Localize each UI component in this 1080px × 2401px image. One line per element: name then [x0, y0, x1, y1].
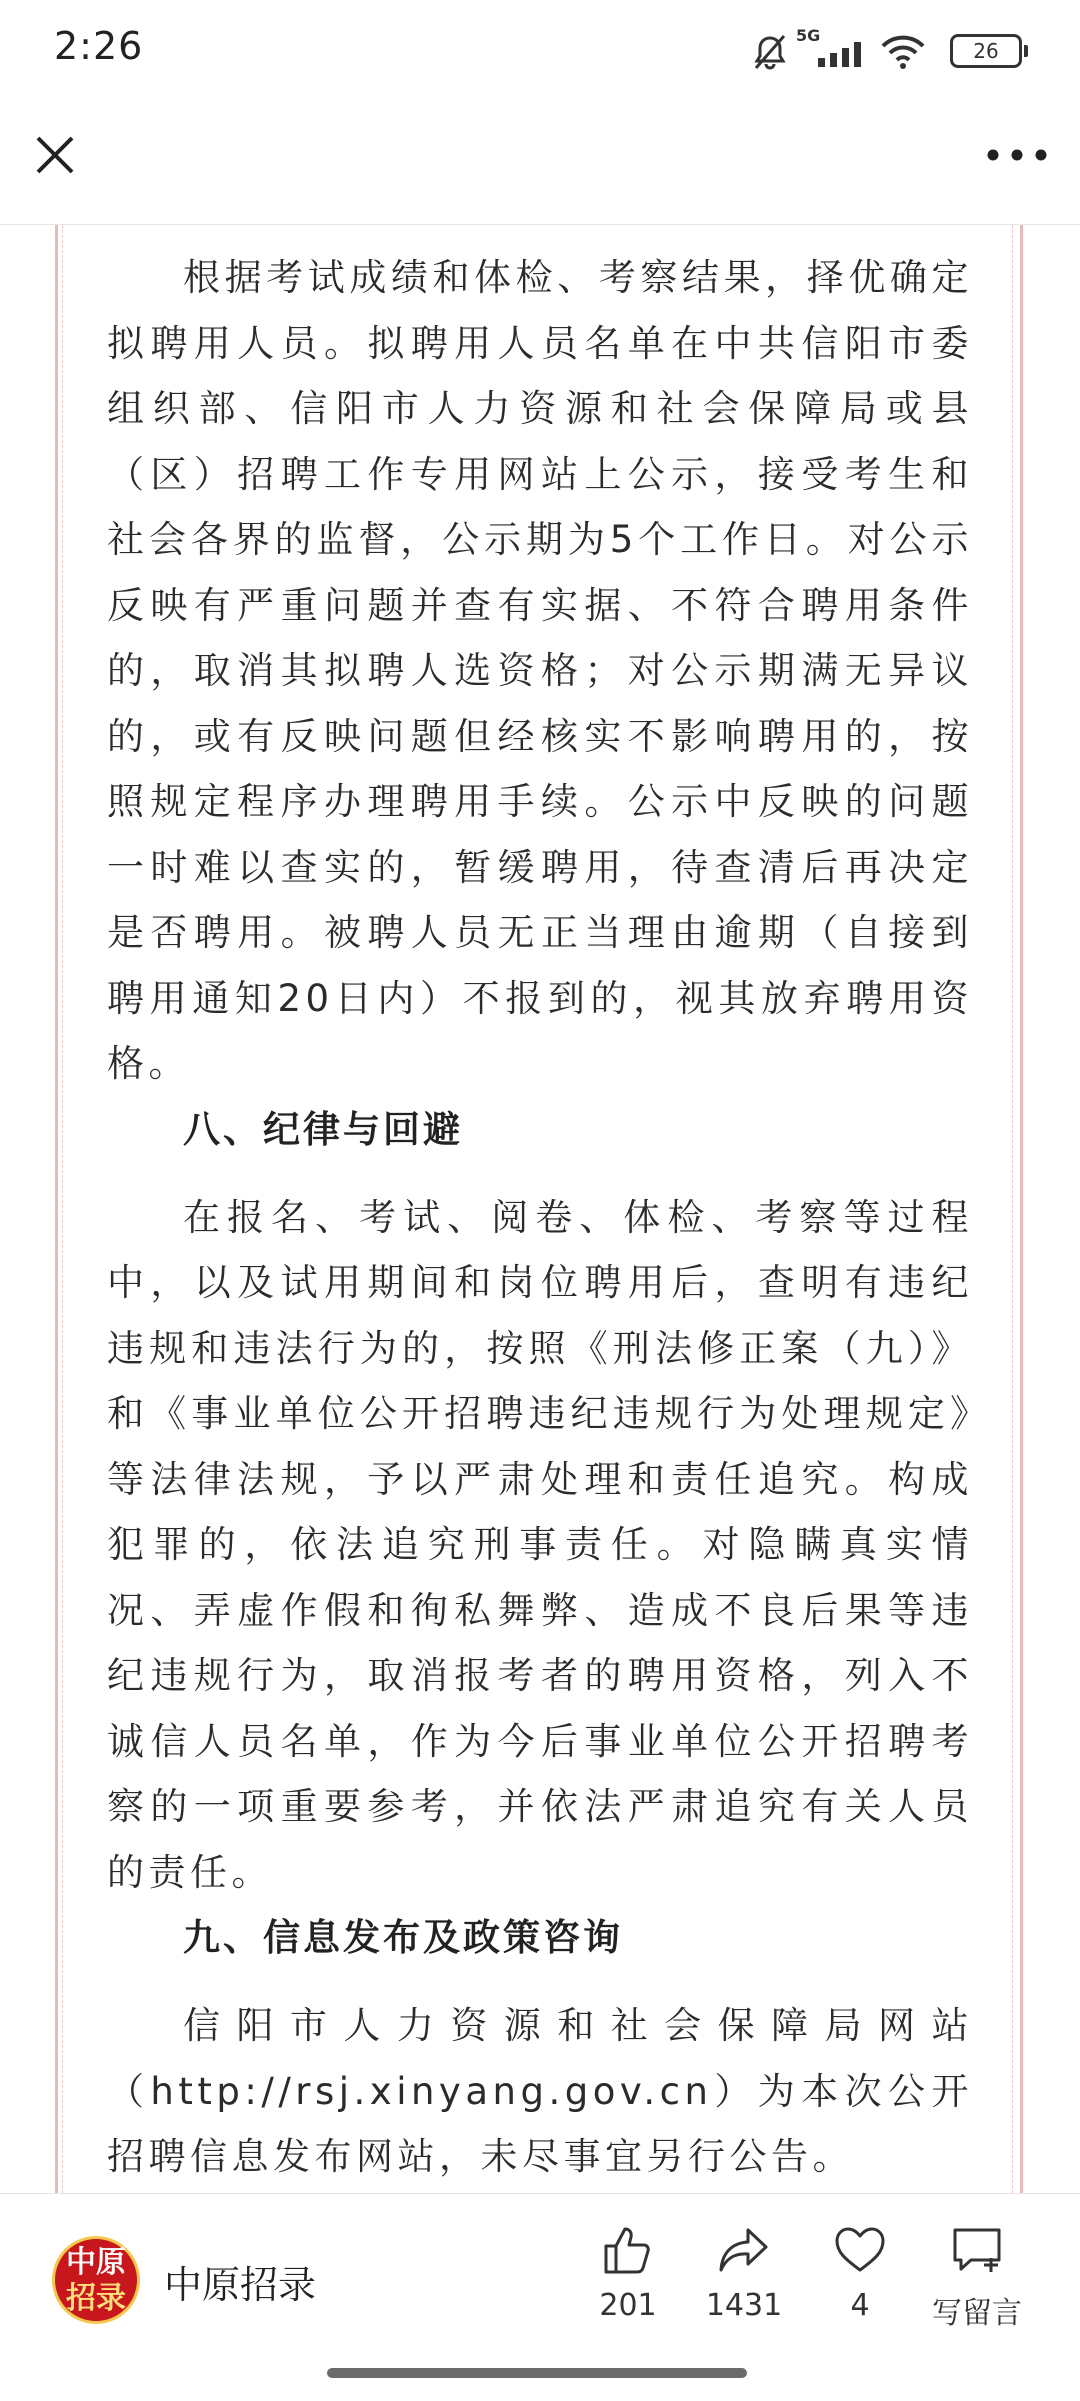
- paragraph: 在报名、考试、阅卷、体检、考察等过程中，以及试用期间和岗位聘用后，查明有违纪违规和违法行为的，按照《刑法修正案（九）》和《事业单位公开招聘违纪违规行为处理规定》等法律法规，予以严肃处理和责任追究。构成犯罪的，依法追究刑事责任。对隐瞒真实情况、弄虚作假和徇私舞弊、造成不良后果等违纪违规行为，取消报考者的聘用资格，列入不诚信人员名单，作为今后事业单位公开招聘考察的一项重要参考，并依法严肃追究有关人员的责任。: [107, 1195, 973, 1894]
- battery-indicator: 26: [950, 34, 1022, 68]
- share-button[interactable]: [684, 2222, 804, 2323]
- more-options-icon[interactable]: [984, 130, 1050, 180]
- share-count: 1431: [705, 2288, 783, 2323]
- right-border-dash: [1012, 225, 1013, 2193]
- comment-plus-icon: [947, 2222, 1007, 2278]
- right-border-line: [1020, 225, 1023, 2193]
- status-bar: [0, 0, 1080, 100]
- account-logo[interactable]: [52, 2236, 140, 2324]
- article-content[interactable]: [0, 225, 1080, 2193]
- share-arrow-icon: [716, 2222, 772, 2278]
- section-heading: 八、纪律与回避: [183, 1107, 463, 1151]
- signal-5g-icon: [796, 26, 872, 70]
- network-type: 5G: [796, 26, 821, 45]
- wifi-icon: [880, 34, 926, 70]
- close-icon[interactable]: [30, 130, 80, 180]
- account-name[interactable]: 中原招录: [164, 2263, 317, 2307]
- status-time: 2:26: [54, 24, 144, 68]
- left-border-dash: [62, 225, 63, 2193]
- left-border-line: [55, 225, 58, 2193]
- article-body: [107, 245, 973, 2190]
- heart-icon: [832, 2222, 888, 2278]
- thumbs-up-icon: [600, 2222, 656, 2278]
- like-count: 201: [599, 2288, 657, 2323]
- paragraph: 根据考试成绩和体检、考察结果，择优确定拟聘用人员。拟聘用人员名单在中共信阳市委组织部、信阳市人力资源和社会保障局或县（区）招聘工作专用网站上公示，接受考生和社会各界的监督，公示期为5个工作日。对公示反映有严重问题并查有实据、不符合聘用条件的，取消其拟聘人选资格；对公示期满无异议的，或有反映问题但经核实不影响聘用的，按照规定程序办理聘用手续。公示中反映的问题一时难以查实的，暂缓聘用，待查清后再决定是否聘用。被聘人员无正当理由逾期（自接到聘用通知20日内）不报到的，视其放弃聘用资格。: [107, 256, 973, 1085]
- favorite-button[interactable]: [800, 2222, 920, 2323]
- logo-text-bottom: 招录: [66, 2281, 126, 2316]
- top-navigation-bar: [0, 100, 1080, 225]
- favorite-count: 4: [850, 2288, 870, 2323]
- section-heading: 九、信息发布及政策咨询: [183, 1916, 623, 1959]
- like-button[interactable]: [568, 2222, 688, 2323]
- write-comment-button[interactable]: [914, 2222, 1040, 2332]
- comment-label: 写留言: [932, 2296, 1022, 2331]
- home-indicator[interactable]: [327, 2368, 747, 2378]
- logo-text-top: 中原: [66, 2245, 126, 2280]
- mute-bell-icon: [750, 32, 790, 72]
- paragraph: 信阳市人力资源和社会保障局网站（http://rsj.xinyang.gov.cn）为本次公开招聘信息发布网站，未尽事宜另行公告。: [107, 2004, 973, 2178]
